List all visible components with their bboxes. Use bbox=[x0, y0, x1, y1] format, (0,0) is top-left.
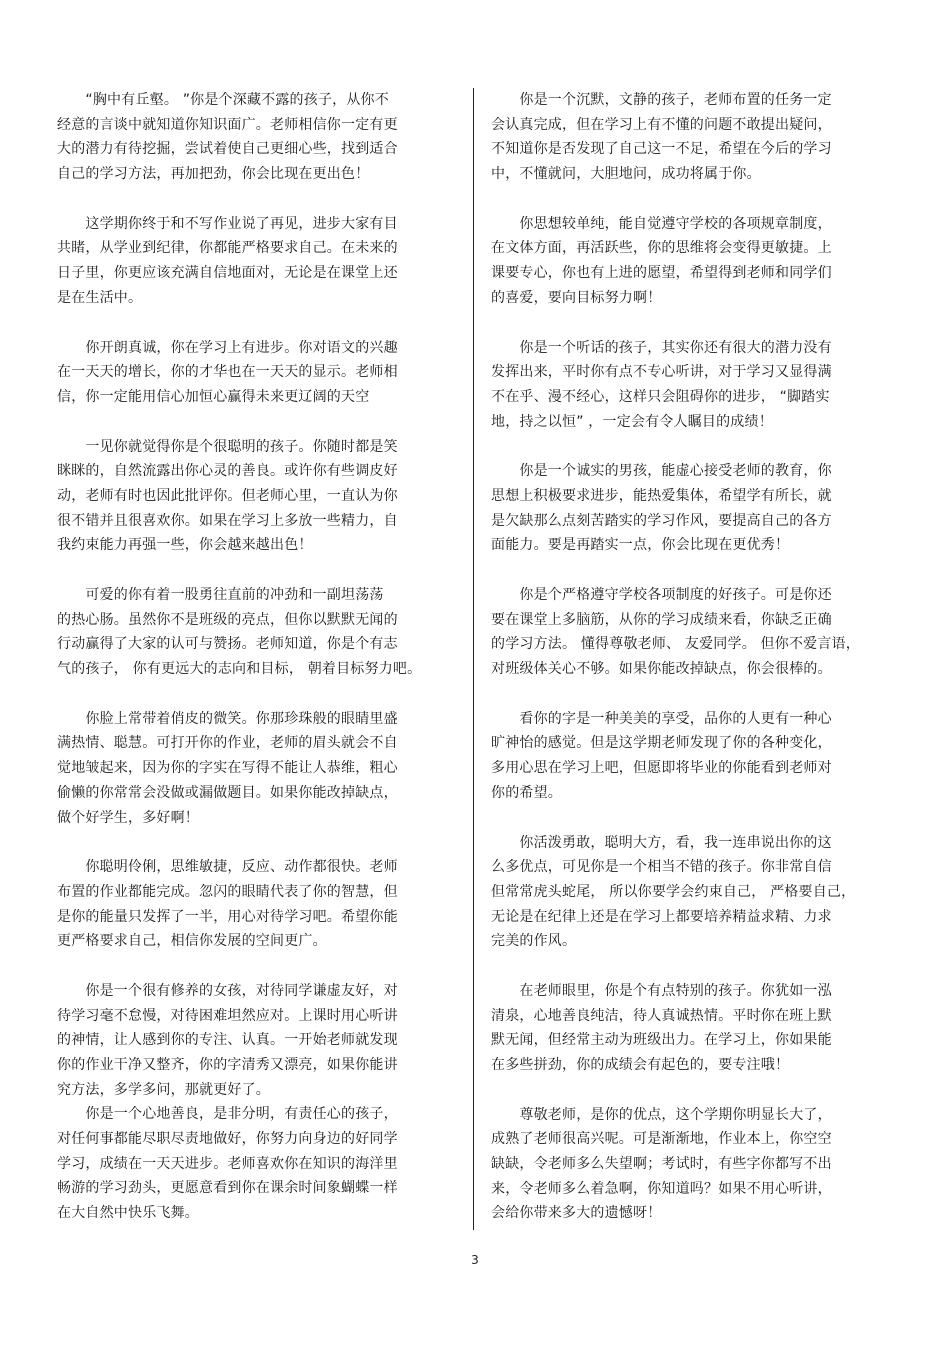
comment-line: 眯眯的，自然流露出你心灵的善良。或许你有些调皮好 bbox=[57, 463, 398, 480]
comment-line: 会认真完成，但在学习上有不懂的问题不敢提出疑问， bbox=[491, 116, 832, 133]
comment-line: 偷懒的你常常会没做或漏做题目。如果你能改掉缺点， bbox=[57, 784, 398, 801]
comment-line: 旷神怡的感觉。但是这学期老师发现了你的各种变化， bbox=[491, 735, 832, 752]
comment-line: 共睹，从学业到纪律，你都能严格要求自己。在未来的 bbox=[57, 240, 398, 257]
comment-line: 默无闻，但经常主动为班级出力。在学习上，你如果能 bbox=[491, 1032, 832, 1049]
comment-line: 气的孩子， 你有更远大的志向和目标， 朝着目标努力吧。 bbox=[57, 661, 422, 678]
comment-paragraph bbox=[57, 212, 452, 311]
comment-line: 很不错并且很喜欢你。如果在学习上多放一些精力，自 bbox=[57, 512, 398, 529]
comment-line: 要在课堂上多脑筋，从你的学习成绩来看，你缺乏正确 bbox=[491, 611, 832, 628]
comment-line: 满热情、聪慧。可打开你的作业，老师的眉头就会不自 bbox=[57, 735, 398, 752]
comment-line: 在一天天的增长，你的才华也在一天天的显示。老师相 bbox=[57, 364, 398, 381]
comment-line: 动，老师有时也因此批评你。但老师心里，一直认为你 bbox=[57, 487, 398, 504]
comment-line: 日子里，你更应该充满自信地面对，无论是在课堂上还 bbox=[57, 265, 398, 282]
comment-line: 我约束能力再强一些，你会越来越出色！ bbox=[57, 537, 313, 554]
comment-line: 可爱的你有着一股勇往直前的冲劲和一副坦荡荡 bbox=[57, 587, 384, 603]
comment-line: 成熟了老师很高兴呢。可是渐渐地，作业本上，你空空 bbox=[491, 1131, 832, 1148]
comment-line: 思想上积极要求进步，能热爱集体，希望学有所长，就 bbox=[491, 487, 832, 504]
comment-line: 大的潜力有待挖掘，尝试着使自己更细心些，找到适合 bbox=[57, 141, 398, 158]
comment-line: 你是个严格遵守学校各项制度的好孩子。可是你还 bbox=[491, 587, 832, 603]
comment-line: 你是一个很有修养的女孩，对待同学谦虚友好，对 bbox=[57, 982, 398, 999]
comment-line: 地，持之以恒” ，一定会有令人瞩目的成绩！ bbox=[491, 413, 773, 430]
comment-paragraph bbox=[491, 707, 891, 806]
comment-paragraph bbox=[491, 831, 891, 954]
comment-line: 你脸上常带着俏皮的微笑。你那珍珠般的眼睛里盛 bbox=[57, 710, 398, 727]
comment-line: 会给你带来多大的遗憾呀！ bbox=[491, 1205, 662, 1222]
comment-paragraph bbox=[57, 435, 452, 558]
comment-line: 对任何事都能尽职尽责地做好，你努力向身边的好同学 bbox=[57, 1131, 398, 1148]
comment-line: 信，你一定能用信心加恒心赢得未来更辽阔的天空 bbox=[57, 388, 370, 405]
comment-line: 清泉，心地善良纯洁，待人真诚热情。平时你在班上默 bbox=[491, 1007, 832, 1024]
comment-line: 你是一个心地善良，是非分明，有责任心的孩子， bbox=[57, 1106, 398, 1123]
comment-line: 的喜爱，要向目标努力啊！ bbox=[491, 289, 662, 306]
comment-line: 这学期你终于和不写作业说了再见，进步大家有目 bbox=[57, 215, 398, 232]
comment-line: 缺缺，令老师多么失望啊；考试时，有些字你都写不出 bbox=[491, 1156, 832, 1173]
comment-paragraph bbox=[491, 979, 891, 1078]
comment-line: 么多优点，可见你是一个相当不错的孩子。你非常自信 bbox=[491, 859, 832, 876]
comment-line: 究方法，多学多问，那就更好了。 bbox=[57, 1081, 270, 1098]
comment-line: 畅游的学习劲头，更愿意看到你在课余时间象蝴蝶一样 bbox=[57, 1180, 398, 1197]
comment-line: 你聪明伶俐，思维敏捷，反应、动作都很快。老师 bbox=[57, 859, 398, 876]
comment-line: 的神情，让人感到你的专注、认真。一开始老师就发现 bbox=[57, 1032, 398, 1049]
comment-paragraph bbox=[57, 855, 452, 954]
comment-line: 你的希望。 bbox=[491, 784, 562, 801]
comment-paragraph bbox=[57, 336, 452, 410]
comment-line: 不在乎、漫不经心，这样只会阻碍你的进步， “脚踏实 bbox=[491, 388, 830, 405]
comment-line: 是你的能量只发挥了一半，用心对待学习吧。希望你能 bbox=[57, 908, 398, 925]
comment-paragraph bbox=[57, 1102, 452, 1225]
comment-paragraph bbox=[491, 459, 891, 558]
comment-line: 的学习方法。 懂得尊敬老师、 友爱同学。 但你不爱言语， bbox=[491, 636, 860, 653]
comment-line: 在多些拼劲，你的成绩会有起色的，要专注哦！ bbox=[491, 1057, 790, 1073]
comment-line: 在老师眼里，你是个有点特别的孩子。你犹如一泓 bbox=[491, 982, 832, 999]
comment-line: 多用心思在学习上吧，但愿即将毕业的你能看到老师对 bbox=[491, 760, 832, 777]
right-column bbox=[491, 88, 891, 1226]
comment-paragraph bbox=[491, 1103, 891, 1226]
comment-paragraph bbox=[57, 583, 452, 682]
comment-line: 无论是在纪律上还是在学习上都要培养精益求精、力求 bbox=[491, 908, 832, 925]
column-divider bbox=[473, 88, 474, 1230]
comment-line: 在大自然中快乐飞舞。 bbox=[57, 1205, 199, 1222]
comment-line: “胸中有丘壑。 ”你是个深藏不露的孩子，从你不 bbox=[57, 92, 389, 108]
comment-paragraph bbox=[491, 212, 891, 311]
comment-line: 但常常虎头蛇尾， 所以你要学会约束自己， 严格要自己， bbox=[491, 883, 856, 900]
left-column bbox=[57, 88, 452, 1226]
comment-line: 面能力。要是再踏实一点，你会比现在更优秀！ bbox=[491, 537, 790, 554]
comment-line: 觉地皱起来，因为你的字实在写得不能让人恭维，粗心 bbox=[57, 760, 398, 777]
comment-line: 你活泼勇敢，聪明大方，看，我一连串说出你的这 bbox=[491, 834, 832, 851]
comment-line: 做个好学生，多好啊！ bbox=[57, 809, 199, 826]
comment-line: 是欠缺那么点刻苦踏实的学习作风，要提高自己的各方 bbox=[491, 512, 832, 529]
comment-line: 学习，成绩在一天天进步。老师喜欢你在知识的海洋里 bbox=[57, 1155, 398, 1172]
comment-line: 中，不懂就问，大胆地问，成功将属于你。 bbox=[491, 166, 761, 183]
comment-paragraph bbox=[57, 979, 452, 1102]
comment-paragraph bbox=[57, 707, 452, 830]
comment-paragraph bbox=[491, 88, 891, 187]
comment-paragraph bbox=[491, 336, 891, 435]
comment-line: 自己的学习方法，再加把劲，你会比现在更出色！ bbox=[57, 166, 370, 183]
comment-line: 待学习毫不怠慢，对待困难坦然应对。上课时用心听讲 bbox=[57, 1007, 398, 1024]
comment-line: 行动赢得了大家的认可与赞扬。老师知道，你是个有志 bbox=[57, 636, 398, 653]
comment-line: 经意的言谈中就知道你知识面广。老师相信你一定有更 bbox=[57, 116, 398, 133]
comment-line: 来，令老师多么着急啊，你知道吗？如果不用心听讲， bbox=[491, 1180, 832, 1197]
comment-line: 你是一个诚实的男孩，能虚心接受老师的教育，你 bbox=[491, 463, 832, 480]
comment-line: 更严格要求自己，相信你发展的空间更广。 bbox=[57, 933, 327, 950]
comment-line: 完美的作风。 bbox=[491, 933, 577, 950]
comment-line: 是在生活中。 bbox=[57, 289, 143, 306]
comment-line: 你开朗真诚，你在学习上有进步。你对语文的兴趣 bbox=[57, 339, 398, 356]
comment-line: 你是一个沉默，文静的孩子，老师布置的任务一定 bbox=[491, 92, 832, 108]
comment-line: 看你的字是一种美美的享受，品你的人更有一种心 bbox=[491, 710, 832, 727]
page-number: 3 bbox=[471, 1253, 479, 1267]
comment-line: 发挥出来，平时你有点不专心听讲，对于学习又显得满 bbox=[491, 364, 832, 381]
comment-line: 课要专心，你也有上进的愿望，希望得到老师和同学们 bbox=[491, 265, 832, 282]
comment-line: 你思想较单纯，能自觉遵守学校的各项规章制度， bbox=[491, 215, 832, 232]
comment-line: 布置的作业都能完成。忽闪的眼睛代表了你的智慧，但 bbox=[57, 883, 398, 900]
comment-line: 一见你就觉得你是个很聪明的孩子。你随时都是笑 bbox=[57, 438, 398, 455]
comment-line: 不知道你是否发现了自己这一不足，希望在今后的学习 bbox=[491, 141, 832, 158]
comment-line: 的热心肠。虽然你不是班级的亮点，但你以默默无闻的 bbox=[57, 611, 398, 628]
comment-line: 尊敬老师，是你的优点，这个学期你明显长大了， bbox=[491, 1106, 832, 1123]
comment-line: 你的作业干净又整齐，你的字清秀又漂亮，如果你能讲 bbox=[57, 1057, 398, 1073]
comment-paragraph bbox=[491, 583, 891, 682]
comment-line: 对班级体关心不够。如果你能改掉缺点，你会很棒的。 bbox=[491, 661, 832, 678]
comment-paragraph bbox=[57, 88, 452, 187]
comment-line: 你是一个听话的孩子，其实你还有很大的潜力没有 bbox=[491, 339, 832, 356]
comment-line: 在文体方面，再活跃些，你的思维将会变得更敏捷。上 bbox=[491, 240, 832, 257]
